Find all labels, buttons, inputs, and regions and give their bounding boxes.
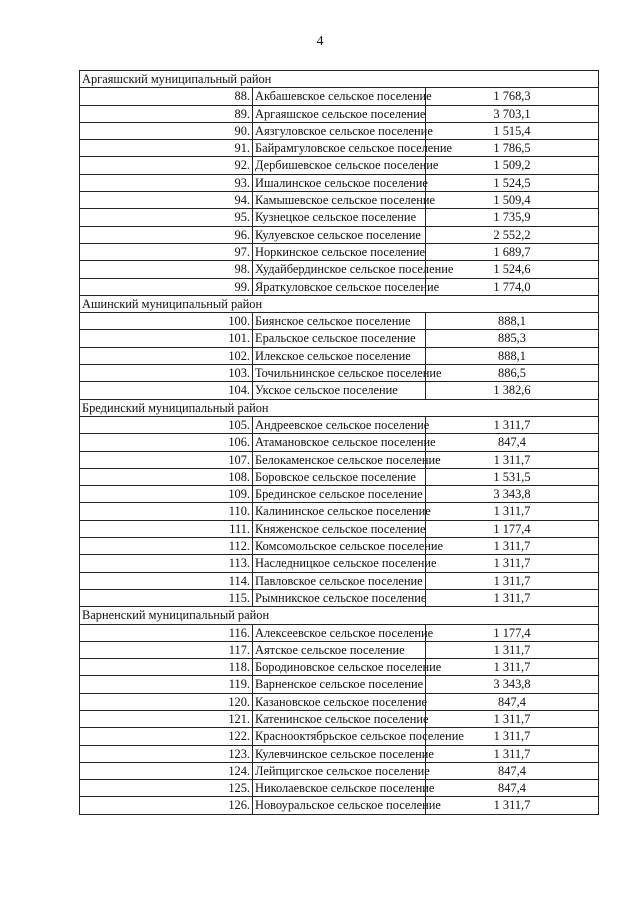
settlement-value: 1 311,7	[426, 728, 599, 745]
table-row	[80, 347, 599, 364]
settlement-name: Боровское сельское поселение	[253, 468, 426, 485]
row-number: 122.	[80, 728, 253, 745]
settlement-name: Наследницкое сельское поселение	[253, 555, 426, 572]
table-row	[80, 624, 599, 641]
settlement-value: 885,3	[426, 330, 599, 347]
table-row	[80, 382, 599, 399]
district-row	[80, 607, 599, 624]
table-row	[80, 780, 599, 797]
settlement-value: 1 735,9	[426, 209, 599, 226]
settlement-value: 1 311,7	[426, 659, 599, 676]
row-number: 117.	[80, 641, 253, 658]
settlement-name: Аятское сельское поселение	[253, 641, 426, 658]
settlement-value: 1 768,3	[426, 88, 599, 105]
settlement-value: 847,4	[426, 434, 599, 451]
settlement-name: Комсомольское сельское поселение	[253, 538, 426, 555]
settlement-name: Павловское сельское поселение	[253, 572, 426, 589]
table-row	[80, 589, 599, 606]
settlement-value: 3 703,1	[426, 105, 599, 122]
settlement-value: 1 531,5	[426, 468, 599, 485]
table-row	[80, 486, 599, 503]
row-number: 101.	[80, 330, 253, 347]
table-row	[80, 710, 599, 727]
settlement-name: Яраткуловское сельское поселение	[253, 278, 426, 295]
row-number: 113.	[80, 555, 253, 572]
settlement-name: Атамановское сельское поселение	[253, 434, 426, 451]
settlement-name: Еральское сельское поселение	[253, 330, 426, 347]
table-row	[80, 728, 599, 745]
table-row	[80, 572, 599, 589]
row-number: 97.	[80, 243, 253, 260]
row-number: 98.	[80, 261, 253, 278]
settlement-name: Кузнецкое сельское поселение	[253, 209, 426, 226]
row-number: 104.	[80, 382, 253, 399]
row-number: 91.	[80, 140, 253, 157]
settlement-name: Новоуральское сельское поселение	[253, 797, 426, 814]
table-row	[80, 122, 599, 139]
settlement-value: 888,1	[426, 313, 599, 330]
page-number: 4	[316, 34, 324, 49]
row-number: 114.	[80, 572, 253, 589]
settlement-value: 1 311,7	[426, 745, 599, 762]
district-row	[80, 71, 599, 88]
district-name: Варненский муниципальный район	[80, 607, 599, 624]
district-row	[80, 295, 599, 312]
settlement-name: Аязгуловское сельское поселение	[253, 122, 426, 139]
row-number: 92.	[80, 157, 253, 174]
settlement-value: 888,1	[426, 347, 599, 364]
row-number: 118.	[80, 659, 253, 676]
settlement-name: Княженское сельское поселение	[253, 520, 426, 537]
settlement-name: Катенинское сельское поселение	[253, 710, 426, 727]
table-row	[80, 745, 599, 762]
district-name: Аргаяшский муниципальный район	[80, 71, 599, 88]
settlement-value: 1 515,4	[426, 122, 599, 139]
settlement-value: 1 509,2	[426, 157, 599, 174]
settlement-name: Николаевское сельское поселение	[253, 780, 426, 797]
settlement-value: 1 311,7	[426, 589, 599, 606]
row-number: 94.	[80, 192, 253, 209]
table-row	[80, 105, 599, 122]
row-number: 119.	[80, 676, 253, 693]
settlement-value: 1 177,4	[426, 624, 599, 641]
settlement-name: Брединское сельское поселение	[253, 486, 426, 503]
table-row	[80, 243, 599, 260]
settlement-value: 1 311,7	[426, 641, 599, 658]
table-row	[80, 641, 599, 658]
table-row	[80, 209, 599, 226]
table-row	[80, 313, 599, 330]
settlement-value: 1 786,5	[426, 140, 599, 157]
table-row	[80, 434, 599, 451]
row-number: 116.	[80, 624, 253, 641]
settlement-value: 1 311,7	[426, 538, 599, 555]
settlement-value: 1 311,7	[426, 503, 599, 520]
table-row	[80, 278, 599, 295]
settlement-name: Лейпцигское сельское поселение	[253, 762, 426, 779]
settlement-name: Укское сельское поселение	[253, 382, 426, 399]
settlement-name: Акбашевское сельское поселение	[253, 88, 426, 105]
row-number: 106.	[80, 434, 253, 451]
row-number: 121.	[80, 710, 253, 727]
settlement-value: 1 509,4	[426, 192, 599, 209]
settlement-value: 886,5	[426, 365, 599, 382]
settlement-name: Рымникское сельское поселение	[253, 589, 426, 606]
row-number: 88.	[80, 88, 253, 105]
row-number: 125.	[80, 780, 253, 797]
settlement-value: 1 311,7	[426, 572, 599, 589]
settlement-value: 2 552,2	[426, 226, 599, 243]
row-number: 109.	[80, 486, 253, 503]
table-row	[80, 226, 599, 243]
table-row	[80, 174, 599, 191]
settlement-name: Калининское сельское поселение	[253, 503, 426, 520]
settlement-value: 847,4	[426, 780, 599, 797]
row-number: 112.	[80, 538, 253, 555]
row-number: 102.	[80, 347, 253, 364]
settlement-value: 1 311,7	[426, 451, 599, 468]
settlement-value: 1 311,7	[426, 710, 599, 727]
settlement-value: 3 343,8	[426, 486, 599, 503]
row-number: 107.	[80, 451, 253, 468]
row-number: 111.	[80, 520, 253, 537]
row-number: 103.	[80, 365, 253, 382]
row-number: 105.	[80, 416, 253, 433]
table-row	[80, 157, 599, 174]
settlement-value: 847,4	[426, 762, 599, 779]
settlement-value: 1 311,7	[426, 416, 599, 433]
settlement-value: 1 382,6	[426, 382, 599, 399]
settlement-name: Байрамгуловское сельское поселение	[253, 140, 426, 157]
settlement-name: Норкинское сельское поселение	[253, 243, 426, 260]
table-row	[80, 762, 599, 779]
table-row	[80, 192, 599, 209]
settlement-value: 1 177,4	[426, 520, 599, 537]
settlement-name: Худайбердинское сельское поселение	[253, 261, 426, 278]
settlement-name: Ишалинское сельское поселение	[253, 174, 426, 191]
settlement-name: Кулуевское сельское поселение	[253, 226, 426, 243]
row-number: 115.	[80, 589, 253, 606]
settlement-value: 1 774,0	[426, 278, 599, 295]
row-number: 100.	[80, 313, 253, 330]
table-row	[80, 261, 599, 278]
row-number: 120.	[80, 693, 253, 710]
table-row	[80, 538, 599, 555]
table-row	[80, 555, 599, 572]
settlement-name: Дербишевское сельское поселение	[253, 157, 426, 174]
row-number: 89.	[80, 105, 253, 122]
row-number: 93.	[80, 174, 253, 191]
row-number: 96.	[80, 226, 253, 243]
settlement-name: Варненское сельское поселение	[253, 676, 426, 693]
settlement-value: 1 524,6	[426, 261, 599, 278]
settlement-name: Кулевчинское сельское поселение	[253, 745, 426, 762]
row-number: 123.	[80, 745, 253, 762]
district-row	[80, 399, 599, 416]
table-row	[80, 676, 599, 693]
settlement-name: Белокаменское сельское поселение	[253, 451, 426, 468]
settlement-name: Аргаяшское сельское поселение	[253, 105, 426, 122]
settlement-name: Точильнинское сельское поселение	[253, 365, 426, 382]
settlement-value: 1 311,7	[426, 797, 599, 814]
table-row	[80, 88, 599, 105]
settlement-value: 1 524,5	[426, 174, 599, 191]
table-row	[80, 140, 599, 157]
settlement-value: 1 311,7	[426, 555, 599, 572]
settlement-name: Андреевское сельское поселение	[253, 416, 426, 433]
table-row	[80, 520, 599, 537]
row-number: 108.	[80, 468, 253, 485]
settlement-name: Алексеевское сельское поселение	[253, 624, 426, 641]
row-number: 90.	[80, 122, 253, 139]
table-row	[80, 451, 599, 468]
table-row	[80, 468, 599, 485]
settlement-value: 847,4	[426, 693, 599, 710]
table-row	[80, 797, 599, 814]
settlement-value: 3 343,8	[426, 676, 599, 693]
table-row	[80, 693, 599, 710]
settlement-name: Красноoктябрьское сельское поселение	[253, 728, 426, 745]
settlements-table	[79, 70, 599, 815]
table-row	[80, 330, 599, 347]
row-number: 95.	[80, 209, 253, 226]
settlement-name: Бородиновское сельское поселение	[253, 659, 426, 676]
settlement-value: 1 689,7	[426, 243, 599, 260]
row-number: 124.	[80, 762, 253, 779]
table-row	[80, 416, 599, 433]
row-number: 99.	[80, 278, 253, 295]
row-number: 110.	[80, 503, 253, 520]
table-row	[80, 503, 599, 520]
district-name: Ашинский муниципальный район	[80, 295, 599, 312]
settlement-name: Камышевское сельское поселение	[253, 192, 426, 209]
settlement-name: Илекское сельское поселение	[253, 347, 426, 364]
district-name: Брединский муниципальный район	[80, 399, 599, 416]
settlement-name: Казановское сельское поселение	[253, 693, 426, 710]
row-number: 126.	[80, 797, 253, 814]
table-row	[80, 659, 599, 676]
settlement-name: Биянское сельское поселение	[253, 313, 426, 330]
table-row	[80, 365, 599, 382]
